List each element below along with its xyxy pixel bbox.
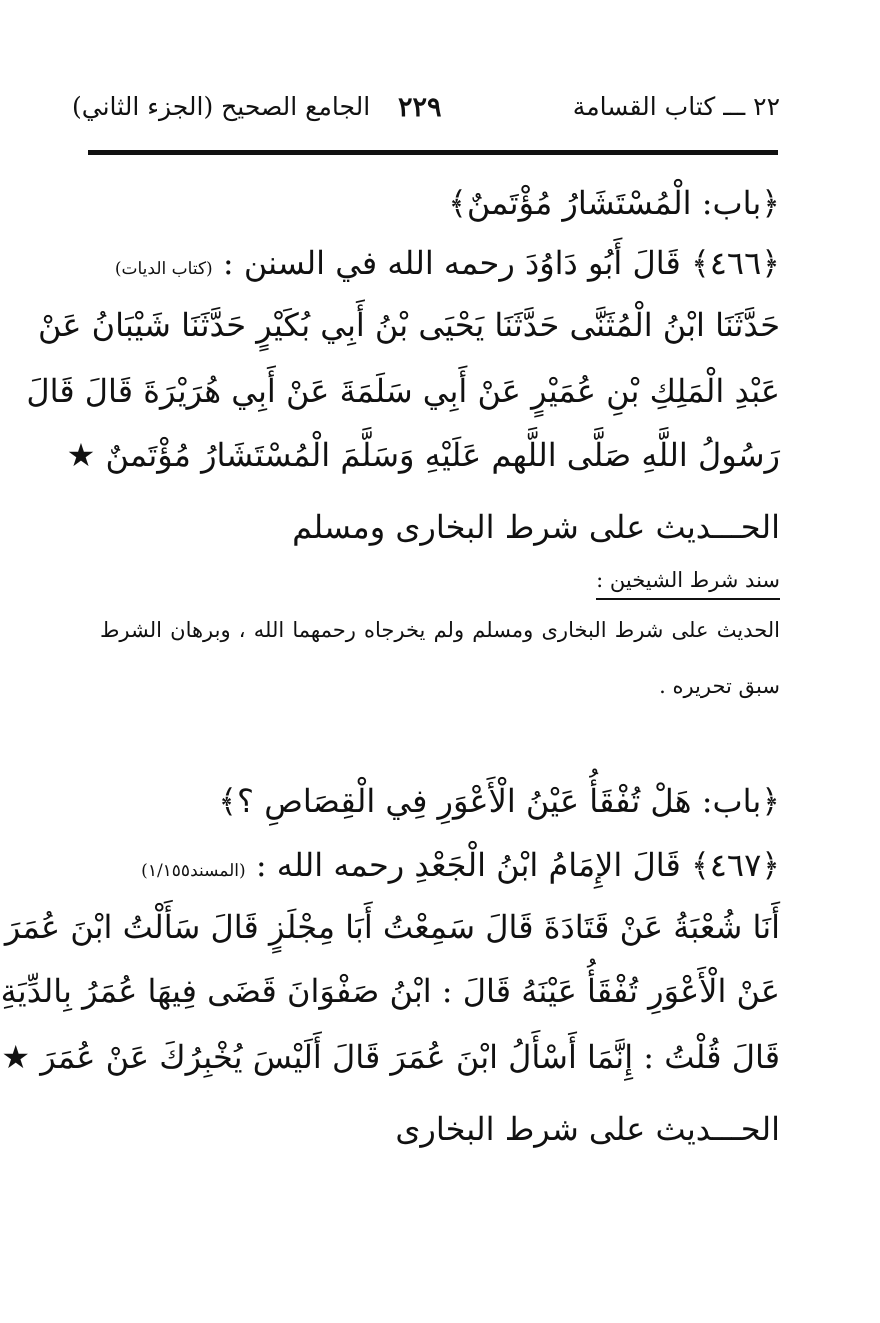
- hadith-source: (كتاب الديات): [114, 259, 213, 279]
- note-line: الحديث على شرط البخارى ومسلم ولم يخرجاه رحمهما الله ، وبرهان الشرط: [100, 618, 780, 642]
- header-chapter: ٢٢ ـــ كتاب القسامة: [572, 92, 780, 121]
- hadith-intro-line: [100, 846, 780, 884]
- hadith-intro: ﴿٤٦٧﴾ قَالَ الإِمَامُ ابْنُ الْجَعْدِ رحمه الله :: [255, 846, 780, 884]
- hadith-text-line: رَسُولُ اللَّهِ صَلَّى اللَّهم عَلَيْهِ وَسَلَّمَ الْمُسْتَشَارُ مُؤْتَمنٌ ★: [66, 436, 780, 474]
- hadith-intro: ﴿٤٦٦﴾ قَالَ أَبُو دَاوُدَ رحمه الله في السنن :: [222, 244, 780, 282]
- note-heading: سند شرط الشيخين :: [596, 568, 780, 600]
- hadith-conclusion: الحـــديث على شرط البخارى ومسلم: [292, 508, 780, 546]
- hadith-text-line: أَنَا شُعْبَةُ عَنْ قَتَادَةَ قَالَ سَمِعْتُ أَبَا مِجْلَزٍ قَالَ سَأَلْتُ ابْنَ عُمَرَ: [4, 908, 780, 946]
- hadith-text-line: عَنْ الْأَعْوَرِ تُفْقَأُ عَيْنَهُ قَالَ : ابْنُ صَفْوَانَ قَضَى فِيهَا عُمَرُ بِالدِّيَةِ: [0, 972, 780, 1010]
- header-rule: [88, 150, 778, 155]
- header-book-title: الجامع الصحيح (الجزء الثاني): [72, 92, 371, 121]
- hadith-text-line: قَالَ قُلْتُ : إِنَّمَا أَسْأَلُ ابْنَ عُمَرَ قَالَ أَلَيْسَ يُخْبِرُكَ عَنْ عُمَرَ ★: [1, 1038, 780, 1076]
- hadith-conclusion: الحـــديث على شرط البخارى: [395, 1110, 780, 1148]
- hadith-text-line: عَبْدِ الْمَلِكِ بْنِ عُمَيْرٍ عَنْ أَبِي سَلَمَةَ عَنْ أَبِي هُرَيْرَةَ قَالَ قَالَ: [26, 372, 780, 410]
- hadith-intro-line: [100, 244, 780, 282]
- header-page-number: ٢٢٩: [398, 92, 442, 123]
- section-heading: ﴿باب: هَلْ تُفْقَأُ عَيْنُ الْأَعْوَرِ فِي الْقِصَاصِ ؟﴾: [218, 782, 780, 820]
- hadith-source: (المسند١/١٥٥): [141, 861, 246, 881]
- hadith-text-line: حَدَّثَنَا ابْنُ الْمُثَنَّى حَدَّثَنَا يَحْيَى بْنُ أَبِي بُكَيْرٍ حَدَّثَنَا شَيْبَانُ عَنْ: [37, 306, 780, 344]
- note-line: سبق تحريره .: [659, 674, 780, 698]
- section-heading: ﴿باب: الْمُسْتَشَارُ مُؤْتَمنٌ﴾: [448, 184, 780, 222]
